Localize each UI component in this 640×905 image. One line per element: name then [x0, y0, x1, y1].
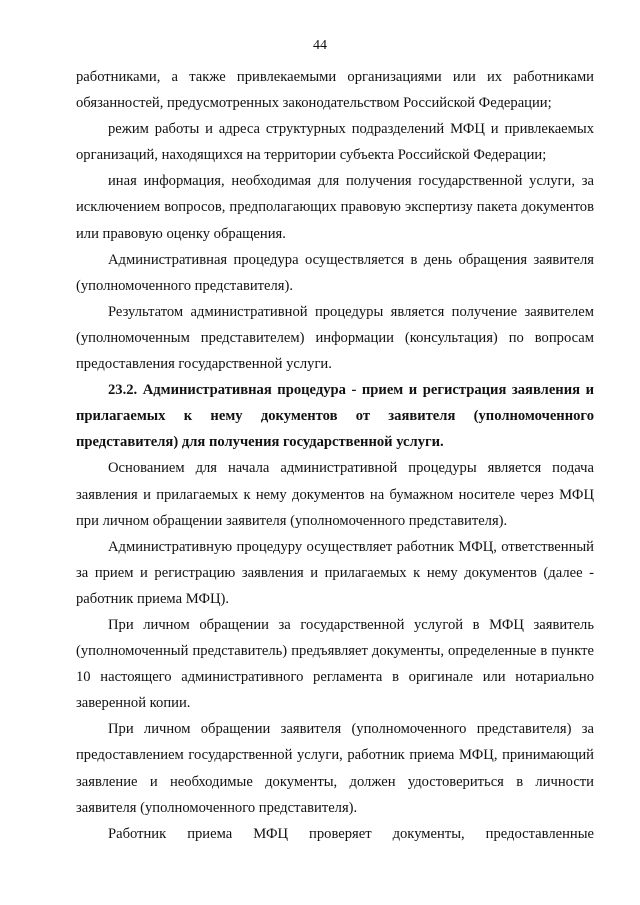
document-body [76, 64, 594, 847]
paragraph-identity-check: При личном обращении заявителя (уполномоченного представителя) за предоставлением государственной услуги, работник приема МФЦ, принимающий заявление и необходимые документы, должен удостовериться в личности заявителя (уполномоченного представителя). [76, 721, 594, 816]
page-number: 44 [313, 38, 327, 53]
paragraph-personal-appeal: При личном обращении за государственной услугой в МФЦ заявитель (уполномоченный представитель) предъявляет документы, определенные в пункте 10 настоящего административного регламента в оригинале или нотариально заверенной копии. [76, 616, 594, 712]
section-heading-23-2: 23.2. Административная процедура - прием и регистрация заявления и прилагаемых к нему документов от заявителя (уполномоченного представителя) для получения государственной услуги. [76, 382, 594, 451]
paragraph-procedure-basis: Основанием для начала административной процедуры является подача заявления и прилагаемых к нему документов на бумажном носителе через МФЦ при личном обращении заявителя (уполномоченного представителя). [76, 460, 594, 529]
paragraph-work-schedule: режим работы и адреса структурных подразделений МФЦ и привлекаемых организаций, находящихся на территории субъекта Российской Федерации; [76, 121, 594, 164]
paragraph-other-information: иная информация, необходимая для получения государственной услуги, за исключением вопросов, предполагающих правовую экспертизу пакета документов или правовую оценку обращения. [76, 173, 594, 242]
paragraph-continuation: работниками, а также привлекаемыми организациями или их работниками обязанностей, предусмотренных законодательством Российской Федерации; [76, 69, 594, 112]
paragraph-document-check: Работник приема МФЦ проверяет документы, предоставленные [108, 825, 594, 842]
paragraph-procedure-result: Результатом административной процедуры является получение заявителем (уполномоченным представителем) информации (консультация) по вопросам предоставления государственной услуги. [76, 303, 594, 373]
paragraph-responsible-worker: Административную процедуру осуществляет работник МФЦ, ответственный за прием и регистрацию заявления и прилагаемых к нему документов (далее - работник приема МФЦ). [76, 538, 594, 607]
paragraph-procedure-timing: Административная процедура осуществляется в день обращения заявителя (уполномоченного представителя). [76, 251, 594, 294]
